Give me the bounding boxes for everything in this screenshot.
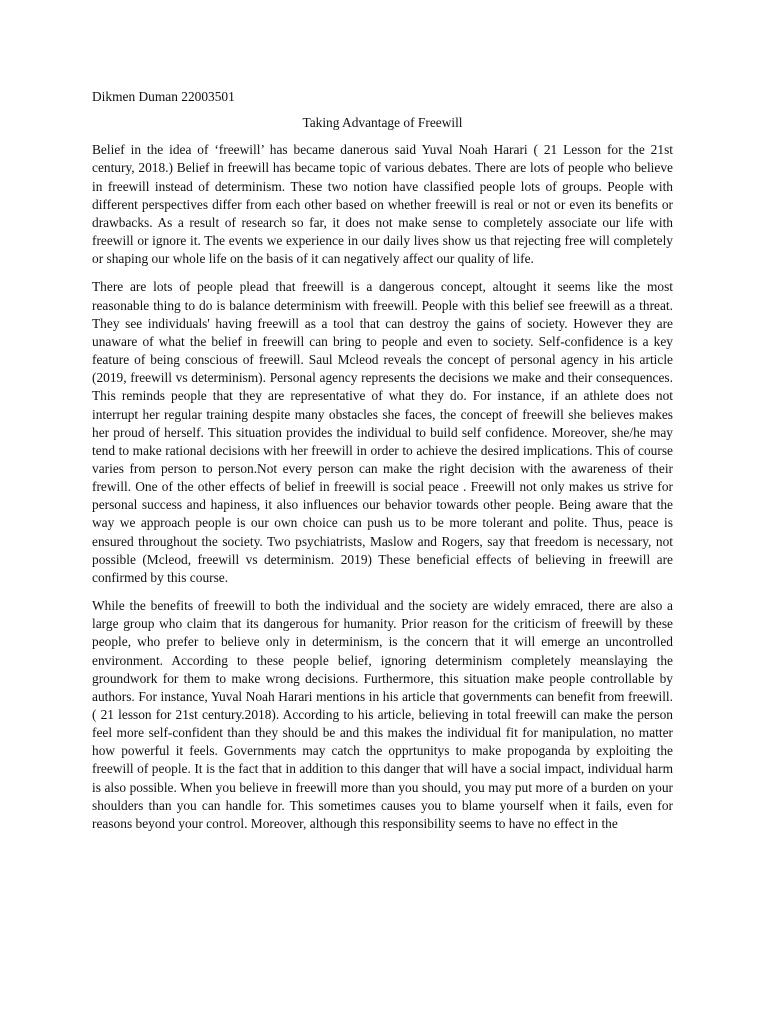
paragraph-1: Belief in the idea of ‘freewill’ has became danerous said Yuval Noah Harari ( 21 Lesson for the 21st century, 2018.) Belief in freewill has became topic of various debates. There are lots of people who believe in freewill instead of determinism. These two notion have classified people lots of groups. People with different perspectives differ from each other based on whether freewill is real or not or even its benefits or drawbacks. As a result of research so far, it does not make sense to completely associate our life with freewill or ignore it. The events we experience in our daily lives show us that rejecting free will completely or shaping our whole life on the basis of it can negatively affect our quality of life. xyxy=(92,142,673,267)
document-title: Taking Advantage of Freewill xyxy=(302,115,463,131)
author-line: Dikmen Duman 22003501 xyxy=(92,89,235,104)
document-body xyxy=(92,88,673,843)
paragraph-2: There are lots of people plead that freewill is a dangerous concept, altought it seems like the most reasonable thing to do is balance determinism with freewill. People with this belief see freewill as a threat. They see individuals' having freewill as a tool that can destroy the gains of society. However they are unaware of what the belief in freewill can bring to people and even to society. Self-confidence is a key feature of being conscious of freewill. Saul Mcleod reveals the concept of personal agency in his article (2019, freewill vs determinism). Personal agency represents the decisions we make and their consequences. This reminds people that they are representative of what they do. For instance, if an athlete does not interrupt her regular training despite many obstacles she faces, the concept of freewill she believes makes her proud of herself. This situation provides the individual to build self confidence. Moreover, she/he may tend to make rational decisions with her freewill in order to achieve the desired implications. This of course varies from person to person.Not every person can make the right decision with the awareness of their frewill. One of the other effects of belief in freewill is social peace . Freewill not only makes us strive for personal success and hapiness, it also influences our behavior towards other people. Being aware that the way we approach people is our own choice can push us to be more tolerant and polite. Thus, peace is ensured throughout the society. Two psychiatrists, Maslow and Rogers, say that freedom is necessary, not possible (Mcleod, freewill vs determinism. 2019) These beneficial effects of believing in freewill are confirmed by this course. xyxy=(92,279,673,585)
paragraph-3: While the benefits of freewill to both the individual and the society are widely emraced, there are also a large group who claim that its dangerous for humanity. Prior reason for the criticism of freewill by these people, who prefer to believe only in determinism, is the concern that it will emerge an uncontrolled environment. According to these people belief, ignoring determinism completely meanslaying the groundwork for them to make wrong decisions. Furthermore, this situation make people controllable by authors. For instance, Yuval Noah Harari mentions in his article that governments can benefit from freewill. ( 21 lesson for 21st century.2018). According to his article, believing in total freewill can make the person feel more self-confident than they should be and this makes the individual fit for manipulation, no matter how powerful it feels. Governments may catch the opprtunitys to make propoganda by exploiting the freewill of people. It is the fact that in addition to this danger that will have a social impact, individual harm is also possible. When you believe in freewill more than you should, you may put more of a burden on your shoulders than you can handle for. This sometimes causes you to blame yourself when it fails, even for reasons beyond your control. Moreover, although this responsibility seems to have no effect in the xyxy=(92,598,673,831)
